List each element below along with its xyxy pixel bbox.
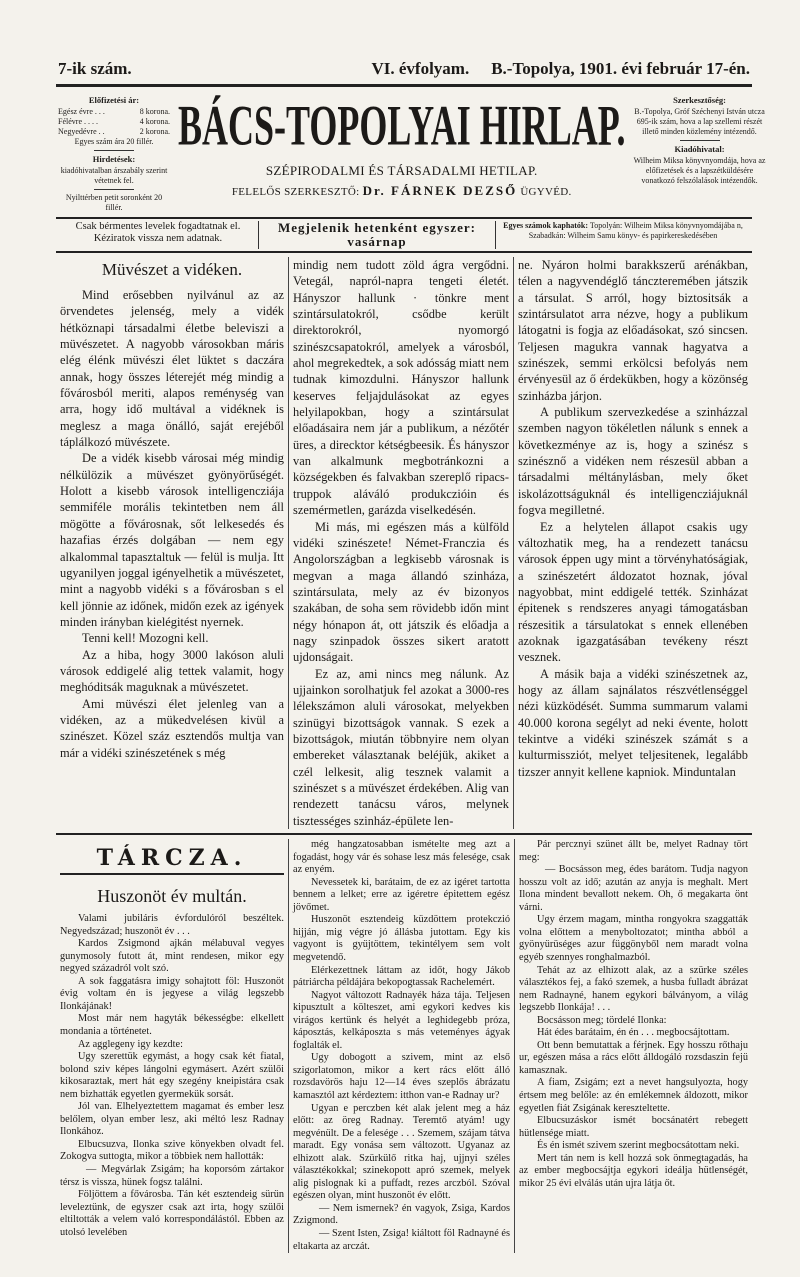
price-value: 8 korona. xyxy=(139,107,170,116)
article-column-2-wrap xyxy=(288,257,513,829)
paragraph: még hangzatosabban ismételte meg azt a fogadást, hogy vár és sohase lesz más felesége, csak az enyém. xyxy=(293,839,510,876)
paragraph: ne. Nyáron holmi barakkszerű arénákban, télen a nagyvendéglő tánczteremében játszik a társulat. S arról, hogy biztositsák a szintársulatot arra nézve, hogy a publikum látogatni is fogja az előadásokat, szó sincsen. Teljesen magukra vannak hagyatva a szinészek, semmi erkölcsi befolyás nem érvényesül az ő érdekükben, hogy a közönség szinházba járjon. xyxy=(518,258,748,403)
subscription-box xyxy=(58,95,170,213)
open-space-text: Nyilttérben petit soronként 20 fillér. xyxy=(65,193,163,212)
paragraph: A publikum szervezkedése a szinházzal szemben nagyon tökéletlen nálunk s ennek a következménye az is, hogy a szinész s szinésznő a vidéken nem részesül abban a társadalmi méltánylásban, mely őket iskolázottságuknál és intelligencziájuknál fogva megilletné. xyxy=(518,405,748,518)
editor-line xyxy=(178,183,626,200)
paragraph: Pár percznyi szünet állt be, melyet Radnay tört meg: xyxy=(519,839,748,863)
paragraph: mindig nem tudott zöld ágra vergődni. Vetegál, napról-napra tengeti életét. Hányszor hallunk · tönkre ment szintársulatokról, csődbe került direktorokról, nyomorgó szinészcsapatokról, amelyek a városból, ahol megrekedtek, a sok adósság miatt nem tudnak kimozdulni. Hányszor hallunk keserves feljajdulásokat az egyes helyilapokban, hogy a szintársulat előadásaira nem jár a publikum, a nézőtér üres, a direcktor kétségbeesik. És hányszor van alkalmunk megbotránkozni a községekben és falvakban szereplő ripacs-truppok aláváló produkczióin és szemérmetlen, garázda viselkedésén. xyxy=(293,258,509,518)
paragraph: Valami jubiláris évfordulóról beszéltek. Negyedszázad; huszonöt év . . . xyxy=(60,913,284,937)
paragraph: Mert tán nem is kell hozzá sok önmegtagadás, ha az ember megbocsájtja egykori ideálja hütlenségét, mikor 25 évi elválás után ujra látja őt. xyxy=(519,1152,748,1189)
paragraph: Elbucsuzáskor ismét bocsánatért rebegett hütlensége miatt. xyxy=(519,1115,748,1139)
divider xyxy=(94,189,134,190)
paragraph: Elérkezettnek láttam az időt, hogy Jákob pátriárcha példájára bekopogtassak Rachelemért. xyxy=(293,964,510,989)
copies-notice xyxy=(496,221,750,249)
subscription-heading: Előfizetési ár: xyxy=(88,95,140,105)
masthead-center xyxy=(178,95,626,200)
paragraph: — Megvárlak Zsigám; ha koporsóm zártakor térsz is vissza, hünek fogsz találni. xyxy=(60,1163,284,1188)
paragraph: Ami müvészi élet jelenleg van a vidéken, az a mükedvelésen kivül a szinészet. Közel száz esztendős multja van már a vidéki szinészetének s még xyxy=(60,696,284,760)
paragraph: — Nem ismernek? én vagyok, Zsiga, Kardos Zzigmond. xyxy=(293,1202,510,1227)
ads-text: kiadóhivatalban árszabály szerint vétetnek fel. xyxy=(60,166,168,185)
office-box xyxy=(634,95,766,186)
feuilleton-column-3-wrap xyxy=(514,839,752,1253)
article-column-3-wrap xyxy=(513,257,752,829)
article-column-1 xyxy=(60,287,284,761)
title-text: BÁCS-TOPOLYAI HIRLAP. xyxy=(178,93,626,158)
dateline: B.-Topolya, 1901. évi február 17-én. xyxy=(491,59,750,78)
paragraph: A másik baja a vidéki szinészetnek az, hogy az állam sajnálatos részvétlenséggel nézi küzködését. Summa summarum valami 40.000 korona segélyt ad neki évente, holott tekintve a vidéki szinészek számát s a kulturmissziót, melyet teljesitenek, legalább tizszer annyit kellene kapniok. Minduntalan xyxy=(518,666,748,779)
price-label: Egész évre . . . xyxy=(58,107,105,116)
feuilleton-column-1-wrap xyxy=(56,839,288,1253)
paragraph: Jól van. Elhelyeztettem magamat és ember lesz belőlem, olyan ember lesz, aki méltó lesz Radnay Ilonkához. xyxy=(60,1101,284,1138)
paragraph: Az a hiba, hogy 3000 lakóson aluli városok eddigelé alig tettek valamit, hogy meghóditsák maguknak a müvészetet. xyxy=(60,647,284,695)
paragraph: Ugy érzem magam, mintha rongyokra szaggatták volna előttem a menyboltozatot; mintha abból a gyönyürüséges azur függönyből nem maradt volna egyéb szennyes ronghalmazból. xyxy=(519,914,748,963)
copies-label: Egyes számok kaphatók: xyxy=(503,221,589,230)
article-column-3 xyxy=(518,257,748,780)
paragraph: — Bocsásson meg, édes barátom. Tudja nagyon hosszu volt az idő; azután az anyja is meghalt. Mert Ilona mindent bevallott nekem. Oh, ő megakarta önt várni. xyxy=(519,864,748,913)
letters-notice: Csak bérmentes levelek fogadtatnak el. Kéziratok vissza nem adatnak. xyxy=(58,221,259,249)
paragraph: Ugy szerettük egymást, a hogy csak két fiatal, bolond sziv képes lángolni egymásert. Azért szülői kikosaraztak, mert hát egy szegény kneipistára csak nem bizhatták egyetlen gyermekük sorsát. xyxy=(60,1051,284,1100)
editor-suffix: ÜGYVÉD. xyxy=(520,186,572,198)
price-value: 4 korona. xyxy=(139,117,170,126)
feuilleton-column-1 xyxy=(60,913,284,1239)
editor-name: Dr. FÁRNEK DEZSŐ xyxy=(362,183,518,198)
copies-text: Topolyán: Wilheim Miksa könyvnyomdájába n, Szabadkán: Wilheim Samu könyv- és papirkereskedésében xyxy=(528,221,743,240)
price-value: 2 korona. xyxy=(139,127,170,136)
paragraph: — Szent Isten, Zsiga! kiáltott föl Radnayné és eltakarta az arczát. xyxy=(293,1227,510,1252)
subtitle: SZÉPIRODALMI ÉS TÁRSADALMI HETILAP. xyxy=(265,163,538,178)
paragraph: Nagyot változott Radnayék háza tája. Teljesen kipusztult a költeszet, ami egykori kedves kis virágos kertünk és helyét a leghidegebb próza, káposztás, kelkáposzta s más veteményes ágyak foglalták el. xyxy=(293,989,510,1051)
divider xyxy=(94,150,134,151)
price-label: Félévre . . . . xyxy=(58,117,98,126)
editorial-text: B.-Topolya, Gróf Széchenyi István utcza 695-ik szám, hova a lap szellemi részét illető minden közlemény intézendő. xyxy=(634,107,765,136)
masthead xyxy=(56,87,766,217)
paragraph: Huszonöt esztendeig küzdöttem protekczió hijján, mig végre jó állásba jutottam. Egy kis vagyont is gyüjtöttem, tekintélyem sem volt megvetendő. xyxy=(293,914,510,963)
ads-heading: Hirdetések: xyxy=(92,154,136,164)
issue-number: 7-ik szám. xyxy=(58,59,132,78)
paragraph: Mind erősebben nyilvánul az az örvendetes jelenség, mely a vidék hétköznapi társadalmi életbe beleviszi a müvészetet. A nagyobb városokban máris elég élénk müvészi élet lüktet s daczára annak, hogy összes léterejét még mindig a fővárosból meriti, alapos reménység van arra, hogy idő multával a vidéknek is meglesz a maga önálló, saját erejéből táplálkozó müvészete. xyxy=(60,288,284,450)
publisher-heading: Kiadóhivatal: xyxy=(674,144,725,154)
paragraph: És én ismét szivem szerint megbocsátottam neki. xyxy=(537,1140,740,1152)
paragraph: Most már nem hagyták békességbe: elkellett mondania a történetet. xyxy=(60,1013,284,1037)
paragraph: Ugyan e perczben két alak jelent meg a ház előtt: az öreg Radnay. Teremtő atyám! ugy megvénült. De a felesége . . . Szemem, szájam tátva maradt. Egy vonása sem változott. Ugyanaz az elhizott alak. Szürkülő ritka haj, ujjnyi széles választékokkal; szinekopott apró szemek, melyek alig pislognak ki a puffadt, rezes arczból. Szóval egészen olyan, mint huszonöt év előtt. xyxy=(293,1102,510,1202)
volume: VI. évfolyam. xyxy=(371,59,470,78)
info-strip xyxy=(56,219,752,251)
paragraph: De a vidék kisebb városai még mindig nélkülözik a müvészet gyönyörűségét. Holott a kisebb városok intelligencziája semmiféle morális tekintetben nem áll mögötte a fővárosnak, sőt lelkesedés és hazafias érzés dolgában — nem egy alkalommal tapasztaltuk — felül is mulja. Itt ugyanilyen joggal igényelhetik a müvészetet, mint a nagyobb vidéki s a fővárosban s el kell jönnie az időnek, midőn ezek az igények minden irányban kielégitést nyernek. xyxy=(60,451,284,629)
newspaper-title xyxy=(178,95,626,159)
feuilleton-title: Huszonöt év multán. xyxy=(97,886,247,907)
frequency-notice: Megjelenik hetenként egyszer: vasárnap xyxy=(259,221,496,249)
paragraph: A sok faggatásra imigy sohajtott föl: Huszonöt évig voltam én is jegyese a világ legszebb Ilonkájának! xyxy=(60,975,284,1012)
paragraph: Az agglegeny igy kezdte: xyxy=(78,1038,183,1050)
article-column-1-wrap xyxy=(56,257,288,829)
feuilleton-columns xyxy=(56,835,752,1257)
masthead-topline xyxy=(56,58,752,84)
editorial-heading: Szerkesztőség: xyxy=(673,95,726,105)
article-title: Müvészet a vidéken. xyxy=(101,260,243,279)
paragraph: Hát édes barátaim, én én . . . megbocsájtottam. xyxy=(537,1027,730,1039)
topline-right xyxy=(371,58,750,80)
editor-label: FELELŐS SZERKESZTŐ: xyxy=(231,186,360,198)
article-column-2 xyxy=(293,257,509,829)
paragraph: A fiam, Zsigám; ezt a nevet hangsulyozta, hogy értsem meg belőle: az én emlékemnek áldozott, mikor egyetlen fiát Zsigának kereszteltette. xyxy=(519,1077,748,1114)
paragraph: Elbucsuzva, Ilonka szive könyekben olvadt fel. Zokogva suttogta, mikor a többiek nem hallották: xyxy=(60,1138,284,1163)
paragraph: Kardos Zsigmond ajkán mélabuval vegyes gunymosoly futott át, mint rendesen, mikor egy negyed századról volt szó. xyxy=(60,938,284,975)
feuilleton-column-3 xyxy=(519,839,748,1190)
single-price: Egyes szám ára 20 fillér. xyxy=(74,137,154,146)
paragraph: Ez a helytelen állapot csakis ugy változhatik meg, ha a rendezett tanácsu városok éppen ugy mint a törvényhatóságiak, a szinészetért áldozatot hoznak, jóval nagyobbat, mint eddigelé tették. Szinházat épitenek s rendszeres anyagi támogatásban részesitik a társulatokat s ennek ellenében azoknak igazgatásában tevékeny részt vesznek. xyxy=(518,519,748,665)
feuilleton-column-2-wrap xyxy=(288,839,514,1253)
publisher-text: Wilheim Miksa könyvnyomdája, hova az előfizetések és a lapszétküldésére vonatkozó felszólalások intézendők. xyxy=(633,156,766,185)
paragraph: Tehát az az elhizott alak, az a szürke széles választékos fej, a fakó szemek, a husba fulladt ábrázat nem Radnayné, hanem egykori bálványom, a világ legszebb Ilonkája! . . . xyxy=(519,964,748,1014)
paragraph: Tenni kell! Mozogni kell. xyxy=(82,631,209,646)
paragraph: Ez az, ami nincs meg nálunk. Az ujjainkon sorolhatjuk fel azokat a 3000-res lélekszámon aluli városokat, melyekben szinügyi bizottságok vannak. S ezek a bizottságok, miután többnyire nem olyan embereket választanak beléjük, akiket a czél lelkesit, alig tesznek valamit a szinészet s a müvészet érdekében. Alig van rendezett tanácsu város, melynek tisztességes szinház-épülete len- xyxy=(293,666,509,828)
feuilleton-column-2 xyxy=(293,839,510,1253)
paragraph: Nevessetek ki, barátaim, de ez az igéret tartotta bennem a lelket; erre az igéretre épitettem egész jövőmet. xyxy=(293,876,510,913)
paragraph: Bocsásson meg; tördelé Ilonka: xyxy=(537,1014,667,1026)
paragraph: Ott benn bemutattak a férjnek. Egy hosszu rőthaju ur, egészen mása a rács előtt álldogáló rozsdaszin fejü kamasznak. xyxy=(519,1039,748,1076)
feuilleton-heading: TÁRCZA. xyxy=(60,843,284,875)
article-columns xyxy=(56,253,752,833)
divider xyxy=(680,140,720,141)
price-label: Negyedévre . . xyxy=(58,127,105,136)
paragraph: Följöttem a fővárosba. Tán két esztendeig sürün leveleztünk, de egyszer csak azt irta, hogy szülői eltiltották a velem való korrespondálástól. Ebben az utolsó levelében xyxy=(60,1189,284,1238)
paragraph: Ugy dobogott a szivem, mint az első szigorlatomon, mikor a kert rács előtt álló rozsdavörös haju 12—14 éves szeplős ábrázatu kamasztól azt kérdeztem: itthon van-e Radnay ur? xyxy=(293,1052,510,1101)
paragraph: Mi más, mi egészen más a külföld vidéki szinészete! Német-Franczia és Angolországban a legkisebb városnak is megvan a maga állandó szinháza, szintársulata, mely az év bizonyos szakában, de soha sem rövidebb időn mint négy hónapon át, ott játszik és előadja a nagy szinpadok összes sikert aratott ujdonságait. xyxy=(293,519,509,665)
